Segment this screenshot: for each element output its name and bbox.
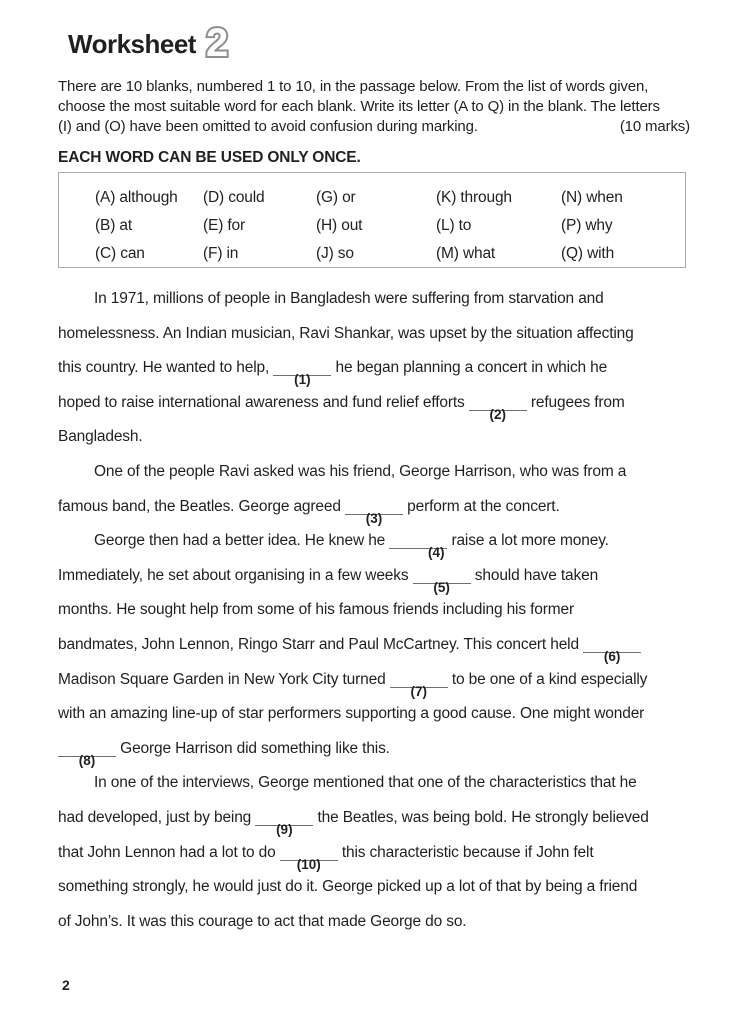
passage-line — [58, 497, 706, 532]
passage-text: had developed, just by being — [58, 808, 256, 826]
passage-text: refugees from — [526, 393, 625, 411]
blank-number-label: (1) — [294, 372, 311, 388]
instructions-block — [58, 77, 690, 168]
passage-text: In 1971, millions of people in Bangladesh were suffering from starvation and — [94, 290, 604, 307]
worksheet-title: Worksheet — [68, 29, 196, 59]
passage-text: he began planning a concert in which he — [331, 359, 608, 377]
passage-line — [58, 843, 706, 878]
page-number: 2 — [62, 977, 70, 993]
passage-line — [58, 739, 706, 774]
blank-number-label: (6) — [603, 648, 621, 664]
passage-text: to be one of a kind especially — [447, 670, 648, 688]
word-option-a: (A) although — [95, 189, 178, 206]
word-option-c: (C) can — [95, 245, 145, 262]
passage-text: of John’s. It was this courage to act that made George do so. — [58, 912, 467, 930]
blank-6[interactable] — [583, 641, 641, 664]
passage-text: with an amazing line-up of star performers supporting a good cause. One might wonder — [58, 705, 645, 723]
passage-line — [58, 877, 706, 912]
word-option-q: (Q) with — [561, 245, 615, 262]
passage-text: hoped to raise international awareness and fund relief efforts — [58, 393, 469, 411]
blank-7[interactable] — [390, 676, 448, 699]
word-option-l: (L) to — [436, 217, 472, 234]
passage-line — [58, 704, 706, 739]
word-option-h: (H) out — [316, 217, 363, 234]
passage-text: George then had a better idea. He knew he — [94, 532, 390, 550]
word-option-m: (M) what — [436, 245, 496, 262]
passage-line — [58, 531, 706, 566]
passage-line — [58, 773, 706, 808]
word-option-e: (E) for — [203, 217, 246, 234]
word-option-g: (G) or — [316, 189, 356, 206]
blank-number-label: (4) — [428, 545, 445, 561]
word-bank-box — [58, 172, 686, 268]
passage-text: In one of the interviews, George mentioned that one of the characteristics that he — [94, 774, 637, 792]
word-option-p: (P) why — [561, 217, 613, 234]
passage-line — [58, 566, 706, 601]
passage-line — [58, 393, 706, 428]
word-option-d: (D) could — [203, 189, 265, 206]
passage-text: Madison Square Garden in New York City turned — [58, 670, 390, 688]
blank-number-label: (7) — [410, 683, 427, 699]
instructions-line: (I) and (O) have been omitted to avoid confusion during marking. — [58, 118, 478, 135]
passage-text: Bangladesh. — [58, 428, 143, 446]
blank-number-label: (10) — [296, 856, 321, 872]
passage-line — [58, 358, 706, 393]
page-footer — [62, 977, 70, 993]
passage-line — [58, 670, 706, 705]
passage-text: the Beatles, was being bold. He strongly believed — [313, 808, 649, 826]
passage-text: this characteristic because if John felt — [337, 843, 594, 861]
passage-line — [58, 635, 706, 670]
word-option-n: (N) when — [561, 189, 623, 206]
blank-number-label: (9) — [276, 821, 293, 837]
passage-text: should have taken — [470, 566, 599, 584]
passage-text: something strongly, he would just do it. George picked up a lot of that by being a friend — [58, 878, 638, 896]
instructions-line: There are 10 blanks, numbered 1 to 10, in the passage below. From the list of words given, — [58, 78, 649, 95]
passage-text: raise a lot more money. — [447, 532, 609, 550]
passage-line — [58, 808, 706, 843]
blank-9[interactable] — [255, 814, 313, 837]
blank-1[interactable] — [273, 364, 331, 388]
passage-line — [58, 462, 706, 497]
blank-10[interactable] — [280, 849, 338, 872]
passage-text: that John Lennon had a lot to do — [58, 843, 280, 861]
passage-text: perform at the concert. — [402, 497, 560, 515]
passage-text: One of the people Ravi asked was his friend, George Harrison, who was from a — [94, 462, 627, 480]
blank-2[interactable] — [469, 399, 527, 422]
passage — [58, 289, 706, 946]
passage-line — [58, 912, 706, 947]
word-option-j: (J) so — [316, 245, 354, 262]
passage-text: homelessness. An Indian musician, Ravi Shankar, was upset by the situation affecting — [58, 324, 634, 342]
blank-4[interactable] — [389, 537, 447, 561]
emphasis-note: EACH WORD CAN BE USED ONLY ONCE. — [58, 149, 361, 166]
passage-line — [58, 600, 706, 635]
passage-line — [58, 324, 706, 359]
passage-line — [58, 427, 706, 462]
blank-8[interactable] — [58, 745, 116, 768]
blank-number-label: (2) — [489, 406, 507, 422]
marks-label: (10 marks) — [619, 118, 690, 135]
worksheet-header — [68, 21, 229, 65]
passage-text: bandmates, John Lennon, Ringo Starr and Paul McCartney. This concert held — [58, 635, 584, 653]
blank-3[interactable] — [345, 503, 403, 526]
passage-text: this country. He wanted to help, — [58, 359, 274, 377]
instructions-line: choose the most suitable word for each blank. Write its letter (A to Q) in the blank. The letters — [58, 98, 660, 115]
blank-number-label: (8) — [78, 752, 96, 768]
passage-text: George Harrison did something like this. — [116, 739, 390, 757]
passage-text: months. He sought help from some of his famous friends including his former — [58, 601, 574, 619]
word-option-k: (K) through — [436, 189, 512, 206]
blank-5[interactable] — [413, 572, 471, 595]
passage-line — [58, 289, 706, 324]
blank-number-label: (5) — [433, 579, 450, 595]
passage-text: famous band, the Beatles. George agreed — [58, 497, 345, 515]
word-option-b: (B) at — [95, 217, 132, 234]
worksheet-number: 2 — [205, 21, 229, 65]
blank-number-label: (3) — [365, 510, 383, 526]
instructions-last-line — [58, 117, 690, 137]
passage-text: Immediately, he set about organising in a few weeks — [58, 566, 413, 584]
word-option-f: (F) in — [203, 245, 239, 262]
